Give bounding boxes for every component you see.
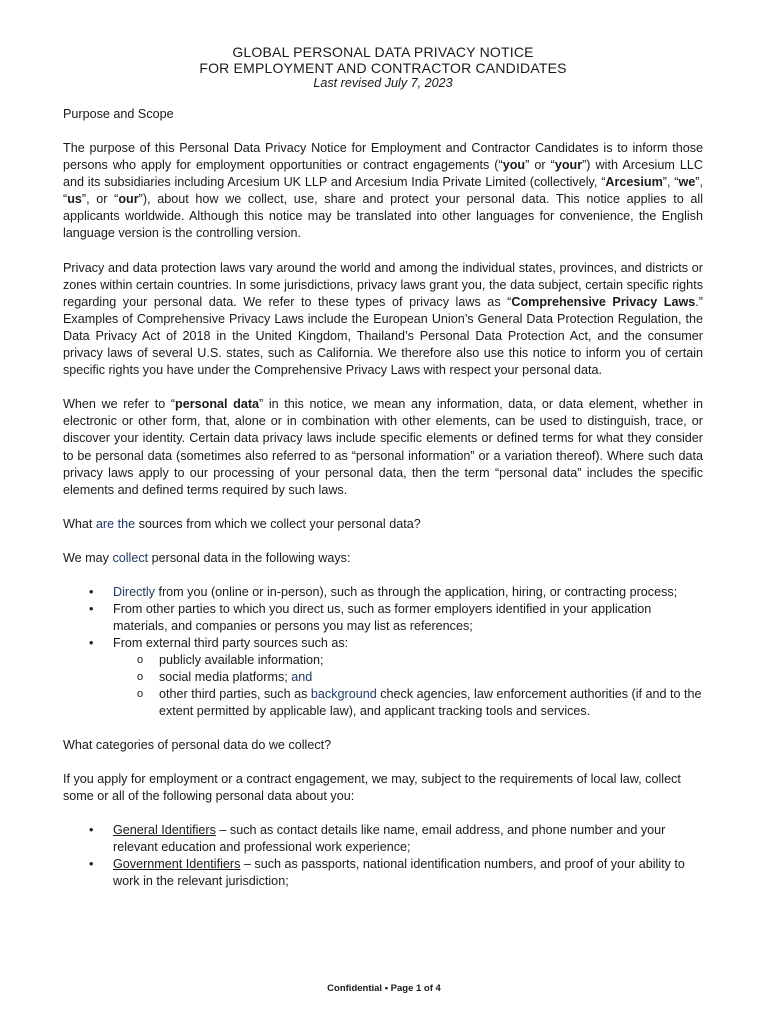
title-line-2: FOR EMPLOYMENT AND CONTRACTOR CANDIDATES [199, 60, 567, 76]
list-item: • General Identifiers – such as contact details like name, email address, and phone number and your relevant education and professional work experience; [63, 822, 703, 856]
list-item: • From external third party sources such as: [63, 635, 703, 652]
sources-list [63, 584, 703, 721]
document-page [63, 44, 703, 890]
purpose-paragraph: The purpose of this Personal Data Privacy Notice for Employment and Contractor Candidates is to inform those persons who apply for employment opportunities or contract engagements (“you” or “your”) with Arcesium LLC and its subsidiaries including Arcesium UK LLP and Arcesium India Private Limited (collectively, “Arcesium”, “we”, “us”, or “our”), about how we collect, use, share and protect your personal data. This notice applies to all applicants worldwide. Although this notice may be translated into other languages for convenience, the English language version is the controlling version. [63, 141, 703, 241]
purpose-heading: Purpose and Scope [63, 107, 174, 121]
list-item: • Government Identifiers – such as passports, national identification numbers, and proof of your ability to work in the relevant jurisdiction; [63, 856, 703, 890]
categories-heading: What categories of personal data do we collect? [63, 737, 332, 752]
list-item: • From other parties to which you direct us, such as former employers identified in your application materials, and companies or persons you may list as references; [63, 601, 703, 635]
title-line-1: GLOBAL PERSONAL DATA PRIVACY NOTICE [232, 44, 534, 60]
sub-list-item: o publicly available information; [63, 652, 703, 669]
sources-heading: What are the sources from which we collect your personal data? [63, 516, 421, 531]
page-footer: Confidential • Page 1 of 4 [327, 983, 441, 994]
sub-list-item: o other third parties, such as background check agencies, law enforcement authorities (if and to the extent permitted by applicable law), and applicant tracking tools and services. [63, 686, 703, 720]
document-title [63, 44, 703, 76]
privacy-laws-paragraph: Privacy and data protection laws vary around the world and among the individual states, provinces, and districts or zones within certain countries. In some jurisdictions, privacy laws grant you, the data subject, certain specific rights regarding your personal data. We refer to these types of privacy laws as “Comprehensive Privacy Laws.” Examples of Comprehensive Privacy Laws include the European Union’s General Data Protection Regulation, the Data Privacy Act of 2018 in the United Kingdom, Thailand’s Personal Data Protection Act, and the consumer privacy laws of several U.S. states, such as California. We therefore also use this notice to inform you of certain specific rights you have under the Comprehensive Privacy Laws with respect your personal data. [63, 260, 703, 378]
categories-intro: If you apply for employment or a contract engagement, we may, subject to the requirements of local law, collect some or all of the following personal data about you: [63, 771, 681, 803]
list-item: • Directly from you (online or in-person), such as through the application, hiring, or contracting process; [63, 584, 703, 601]
collect-heading: We may collect personal data in the following ways: [63, 550, 351, 565]
categories-list [63, 822, 703, 890]
revision-date: Last revised July 7, 2023 [313, 76, 453, 90]
personal-data-definition-paragraph: When we refer to “personal data” in this notice, we mean any information, data, or data element, whether in electronic or other form, that, alone or in combination with other elements, can be used to distinguish, trace, or discover your identity. Certain data privacy laws include specific elements or defined terms for what they consider to be personal data (sometimes also referred to as “personal information” or a variation thereof). Where such data privacy laws apply to our processing of your personal data, then the term “personal data” includes the specific elements and defined terms required by such laws. [63, 397, 703, 497]
sub-list-item: o social media platforms; and [63, 669, 703, 686]
